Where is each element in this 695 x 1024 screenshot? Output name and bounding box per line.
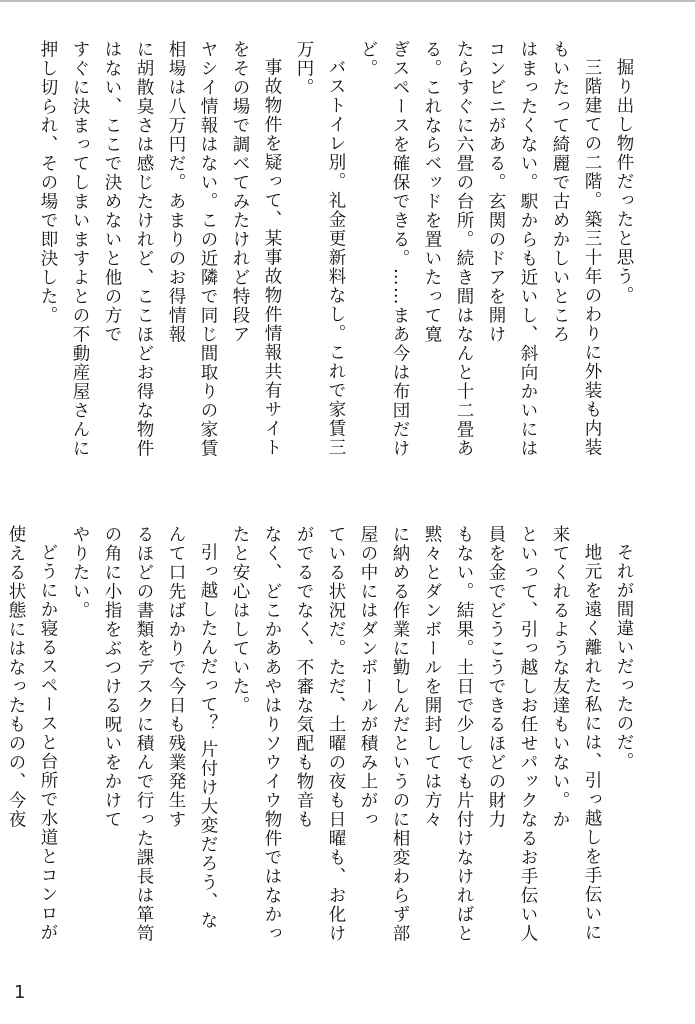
line: 押し切られ、その場で即決した。 [38,40,58,325]
line: に納める作業に勤しんだというのに相変わらず部 [390,525,410,943]
line: バストイレ別。礼金更新料なし。これで家賃三 [326,57,346,457]
line: といって、引っ越しお任せパックなるお手伝い人 [518,525,538,943]
line: ヤシイ情報はない。この近隣で同じ間取りの家賃 [198,40,218,458]
line: る。これならベッドを置いたって寛 [422,40,442,344]
line: ている状況だ。ただ、土曜の夜も日曜も、お化け [326,525,346,943]
line: なく、どこかああやはりソウイウ物件ではなかっ [262,525,282,943]
line: るほどの書類をデスクに積んで行った課長は箪笥 [134,525,154,943]
line: はない、ここで決めないと他の方で [102,40,122,344]
top-divider [0,0,695,2]
line: 引っ越したんだって？ 片付け大変だろう、な [198,542,218,930]
line: それが間違いだったのだ。 [614,542,634,771]
line: んて口先ばかりで今日も残業発生す [166,525,186,829]
line: どうにか寝るスペースと台所で水道とコンロが [38,542,58,942]
line: 黙々とダンボールを開封しては方々 [422,525,442,829]
line: たらすぐに六畳の台所。続き間はなんと十二畳あ [454,40,474,458]
text-block-top [40,40,640,485]
line: 員を金でどうこうできるほどの財力 [486,525,506,829]
line: もいたって綺麗で古めかしいところ [550,40,570,344]
line: 地元を遠く離れた私には、引っ越しを手伝いに [582,542,602,942]
line: の角に小指をぶつける呪いをかけて [102,525,122,829]
line: やりたい。 [70,525,90,620]
line: はまったくない。駅からも近いし、斜向かいには [518,40,538,458]
line: 万円。 [294,40,314,97]
line: ど。 [358,40,378,78]
line: をその場で調べてみたけれど特段ア [230,40,250,344]
line: 使える状態にはなったものの、今夜 [6,525,26,829]
line: ぎスペースを確保できる。……まあ今は布団だけ [390,40,410,458]
line: 事故物件を疑って、某事故物件情報共有サイト [262,57,282,457]
line: 掘り出し物件だったと思う。 [614,57,634,305]
page-number: 1 [14,982,26,1003]
line: に胡散臭さは感じたけれど、ここほどお得な物件 [134,40,154,458]
line: たと安心はしていた。 [230,525,250,715]
line: がでるでなく、不審な気配も物音も [294,525,314,829]
line: もない。結果。土日で少しでも片付けなければと [454,525,474,943]
line: すぐに決まってしまいますよとの不動産屋さんに [70,40,90,458]
line: 相場は八万円だ。あまりのお得情報 [166,40,186,344]
text-block-bottom [6,525,640,970]
line: コンビニがある。玄関のドアを開け [486,40,506,344]
line: 屋の中にはダンボールが積み上がっ [358,525,378,829]
line: 三階建ての二階。築三十年のわりに外装も内装 [582,57,602,457]
line: 来てくれるような友達もいない。か [550,525,570,829]
